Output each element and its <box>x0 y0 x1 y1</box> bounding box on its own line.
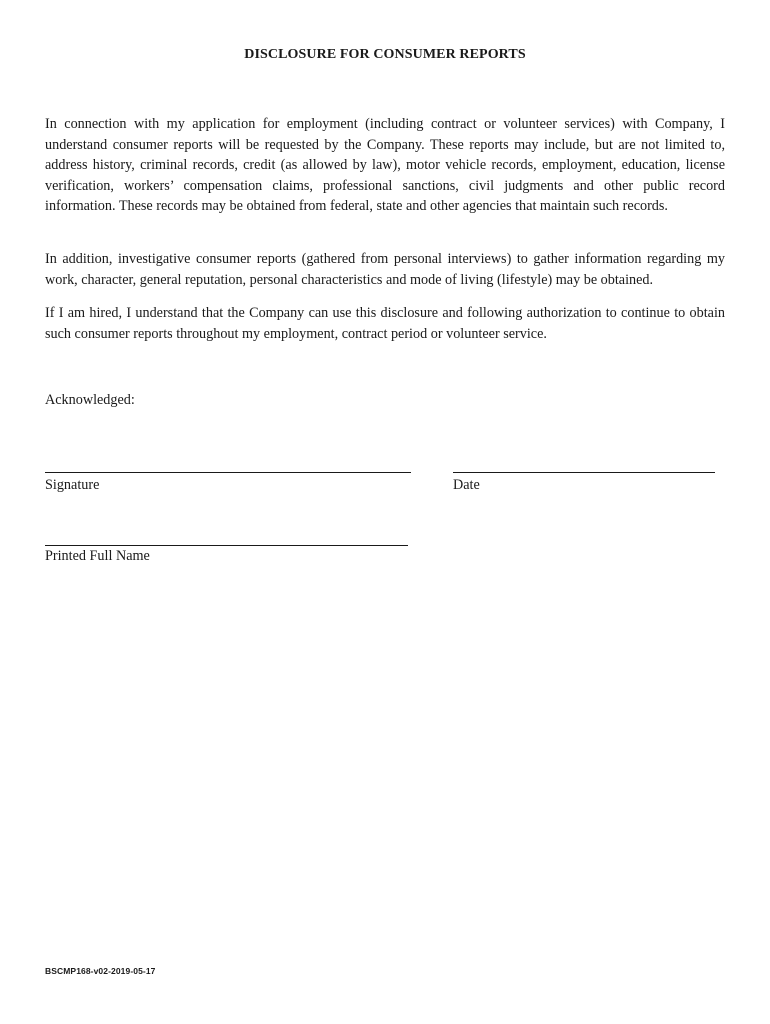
signature-label: Signature <box>45 477 100 493</box>
paragraph-consumer-reports: In connection with my application for employment (including contract or volunteer services) with Company, I understand consumer reports will be requested by the Company. These reports may include, but are not limited to, address history, criminal records, credit (as allowed by law), motor vehicle records, employment, education, license verification, workers’ compensation claims, professional sanctions, civil judgments and other public record information. These records may be obtained from federal, state and other agencies that maintain such records. <box>45 116 725 215</box>
printed-name-label: Printed Full Name <box>45 548 150 564</box>
footer-form-code: BSCMP168-v02-2019-05-17 <box>45 966 156 976</box>
document-title: DISCLOSURE FOR CONSUMER REPORTS <box>244 47 526 62</box>
paragraph-continued-use: If I am hired, I understand that the Company can use this disclosure and following authorization to continue to obtain such consumer reports throughout my employment, contract period or volunteer service. <box>45 305 725 342</box>
acknowledged-label: Acknowledged: <box>45 392 135 408</box>
signature-line[interactable] <box>45 472 411 473</box>
date-line[interactable] <box>453 472 715 473</box>
printed-name-line[interactable] <box>45 545 408 546</box>
date-label: Date <box>453 477 480 493</box>
paragraph-investigative-reports: In addition, investigative consumer reports (gathered from personal interviews) to gather information regarding my work, character, general reputation, personal characteristics and mode of living (lifestyle) may be obtained. <box>45 251 725 288</box>
